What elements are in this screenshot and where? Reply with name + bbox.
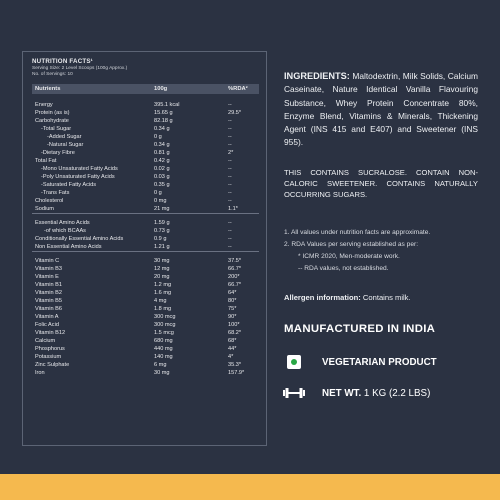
nutrition-row [32,218,259,226]
nutrient-amount: 6 mg [154,361,167,368]
net-weight [322,388,430,399]
allergen-text: Contains milk. [360,293,411,302]
header-rda: %RDA² [228,85,248,92]
nutrition-row [32,242,259,250]
nutrition-row [32,156,259,164]
nutrient-amount: 0.9 g [154,235,167,242]
ingredients-block [284,70,478,150]
nutrition-row [32,264,259,272]
nutrient-amount: 0.02 g [154,165,170,172]
nutrition-row [32,188,259,196]
nutrition-row [32,180,259,188]
nutrient-amount: 30 mg [154,369,170,376]
nutrient-rda: 157.9* [228,369,245,376]
note-1: 1. All values under nutrition facts are approximate. [284,229,431,236]
nutrient-amount: 1.21 g [154,243,170,250]
nutrient-name: -Mono Unsaturated Fatty Acids [41,165,118,172]
nutrient-name: Protein (as is) [35,109,70,116]
nutrition-row [32,172,259,180]
nutrient-name: -Dietary Fibre [41,149,75,156]
nutrition-row [32,272,259,280]
nutrient-rda: 68.2* [228,329,242,336]
nutrition-row [32,320,259,328]
vegetarian-symbol-icon [287,355,301,369]
nutrient-name: -of which BCAAs [44,227,86,234]
nutrient-name: Vitamin B2 [35,289,62,296]
nutrition-row [32,100,259,108]
nutrient-name: Total Fat [35,157,57,164]
nutrient-amount: 1.2 mg [154,281,172,288]
nutrient-name: -Saturated Fatty Acids [41,181,97,188]
nutrition-row [32,164,259,172]
nutrient-name: Iron [35,369,45,376]
nutrient-rda: -- [228,165,232,172]
nutrient-name: Vitamin B12 [35,329,66,336]
note-2: 2. RDA Values per serving established as per: [284,241,419,248]
nutrient-name: Potassium [35,353,62,360]
nutrition-row [32,256,259,264]
nutrient-amount: 15.65 g [154,109,173,116]
nutrient-name: Non Essential Amino Acids [35,243,102,250]
nutrition-row [32,116,259,124]
nutrient-rda: 75* [228,305,237,312]
nutrient-rda: 2* [228,149,234,156]
nutrient-amount: 300 mcg [154,321,176,328]
nutrient-name: -Total Sugar [41,125,72,132]
nutrition-row [32,328,259,336]
allergen-label: Allergen information: [284,293,361,302]
note-not-established: -- RDA values, not established. [298,265,389,272]
nutrient-rda: -- [228,227,232,234]
nutrition-row [32,148,259,156]
nutrient-rda: 90* [228,313,237,320]
nutrition-title: NUTRITION FACTS¹ [32,58,93,65]
nutrient-amount: 82.18 g [154,117,173,124]
net-weight-label: NET WT. [322,388,362,399]
nutrient-rda: 66.7* [228,265,242,272]
header-per-100g: 100g [154,85,168,92]
nutrition-row [32,132,259,140]
nutrient-amount: 4 mg [154,297,167,304]
nutrient-amount: 1.8 mg [154,305,172,312]
nutrition-section-divider [32,213,259,214]
nutrient-name: -Poly Unsaturated Fatty Acids [41,173,115,180]
nutrient-rda: 44* [228,345,237,352]
nutrition-row [32,344,259,352]
nutrition-row [32,108,259,116]
nutrient-name: -Added Sugar [47,133,82,140]
nutrient-amount: 140 mg [154,353,173,360]
nutrient-name: Vitamin C [35,257,60,264]
sweetener-warning: THIS CONTAINS SUCRALOSE. CONTAIN NON-CALORIC SWEETENER. CONTAINS NATURALLY OCCURRING SUGARS. [284,168,478,200]
nutrient-amount: 0.03 g [154,173,170,180]
nutrient-amount: 30 mg [154,257,170,264]
nutrient-name: -Natural Sugar [47,141,84,148]
nutrition-row [32,352,259,360]
nutrient-rda: -- [228,235,232,242]
nutrition-row [32,368,259,376]
nutrition-row [32,304,259,312]
ingredients-label: INGREDIENTS: [284,71,350,81]
nutrient-name: Vitamin B3 [35,265,62,272]
nutrient-rda: 80* [228,297,237,304]
nutrient-amount: 300 mcg [154,313,176,320]
bottom-accent-strip [0,474,500,500]
nutrient-amount: 21 mg [154,205,170,212]
nutrient-amount: 0.42 g [154,157,170,164]
nutrient-name: Zinc Sulphate [35,361,70,368]
nutrient-rda: 35.3* [228,361,242,368]
nutrient-rda: -- [228,157,232,164]
nutrient-amount: 0.81 g [154,149,170,156]
nutrition-row [32,204,259,212]
nutrient-amount: 0 mg [154,197,167,204]
nutrient-name: Vitamin B1 [35,281,62,288]
allergen-info [284,293,411,302]
nutrient-rda: -- [228,117,232,124]
nutrition-row [32,360,259,368]
nutrition-header-row [32,84,259,94]
nutrition-row [32,280,259,288]
nutrient-name: Vitamin E [35,273,59,280]
nutrient-amount: 680 mg [154,337,173,344]
nutrient-name: Essential Amino Acids [35,219,90,226]
nutrient-rda: 66.7* [228,281,242,288]
nutrient-name: Carbohydrate [35,117,69,124]
net-weight-value: 1 KG (2.2 LBS) [361,388,431,399]
nutrient-amount: 395.1 kcal [154,101,180,108]
nutrient-amount: 0.34 g [154,141,170,148]
nutrient-amount: 0.34 g [154,125,170,132]
nutrient-rda: -- [228,133,232,140]
nutrition-row [32,336,259,344]
nutrient-amount: 1.5 mcg [154,329,174,336]
nutrition-row [32,296,259,304]
dumbbell-icon [283,387,305,399]
nutrient-name: Conditionally Essential Amino Acids [35,235,124,242]
nutrient-rda: 68* [228,337,237,344]
nutrient-name: Calcium [35,337,56,344]
nutrient-name: Energy [35,101,53,108]
nutrient-amount: 0 g [154,189,162,196]
nutrition-row [32,234,259,242]
nutrient-name: Vitamin A [35,313,59,320]
manufactured-in: MANUFACTURED IN INDIA [284,323,436,335]
nutrient-rda: 4* [228,353,234,360]
nutrient-name: Vitamin B5 [35,297,62,304]
nutrition-row [32,140,259,148]
nutrient-rda: -- [228,125,232,132]
nutrient-name: Cholesterol [35,197,64,204]
nutrient-name: Phosphorus [35,345,65,352]
note-icmr: * ICMR 2020, Men-moderate work. [298,253,400,260]
nutrient-rda: -- [228,189,232,196]
nutrient-amount: 0 g [154,133,162,140]
ingredients-text: Maltodextrin, Milk Solids, Calcium Caseinate, Nature Identical Vanilla Flavouring Substance, Whey Protein Concentrate 80%, Enzyme Blend, Vitamins & Minerals, Thickening Agent (INS 415 and E407) and Sweetener (INS 955). [284,71,478,148]
nutrient-rda: -- [228,243,232,250]
nutrient-rda: 1.1* [228,205,238,212]
nutrient-rda: 200* [228,273,240,280]
nutrition-row [32,124,259,132]
nutrient-name: Vitamin B6 [35,305,62,312]
nutrient-name: Sodium [35,205,54,212]
servings-count: No. of Servings: 10 [32,72,73,77]
header-nutrients: Nutrients [35,85,61,92]
nutrient-name: Folic Acid [35,321,59,328]
nutrient-rda: 29.5* [228,109,242,116]
nutrient-amount: 20 mg [154,273,170,280]
nutrient-amount: 0.35 g [154,181,170,188]
nutrient-rda: 64* [228,289,237,296]
nutrient-rda: -- [228,173,232,180]
nutrition-row [32,288,259,296]
nutrition-section-divider [32,251,259,252]
nutrient-amount: 1.59 g [154,219,170,226]
nutrient-rda: -- [228,197,232,204]
nutrient-amount: 1.6 mg [154,289,172,296]
nutrient-rda: 100* [228,321,240,328]
nutrition-facts-panel [22,51,267,446]
serving-info [32,66,127,78]
nutrient-amount: 0.73 g [154,227,170,234]
nutrition-row [32,196,259,204]
nutrient-amount: 12 mg [154,265,170,272]
nutrient-name: -Trans Fats [41,189,70,196]
nutrient-rda: -- [228,141,232,148]
nutrient-rda: 37.5* [228,257,242,264]
nutrient-rda: -- [228,101,232,108]
serving-size: Serving Size: 2 Level Scoops (100g Approx.) [32,66,128,71]
nutrition-row [32,226,259,234]
nutrient-rda: -- [228,219,232,226]
nutrient-amount: 440 mg [154,345,173,352]
vegetarian-label: VEGETARIAN PRODUCT [322,357,437,368]
nutrition-row [32,312,259,320]
nutrient-rda: -- [228,181,232,188]
